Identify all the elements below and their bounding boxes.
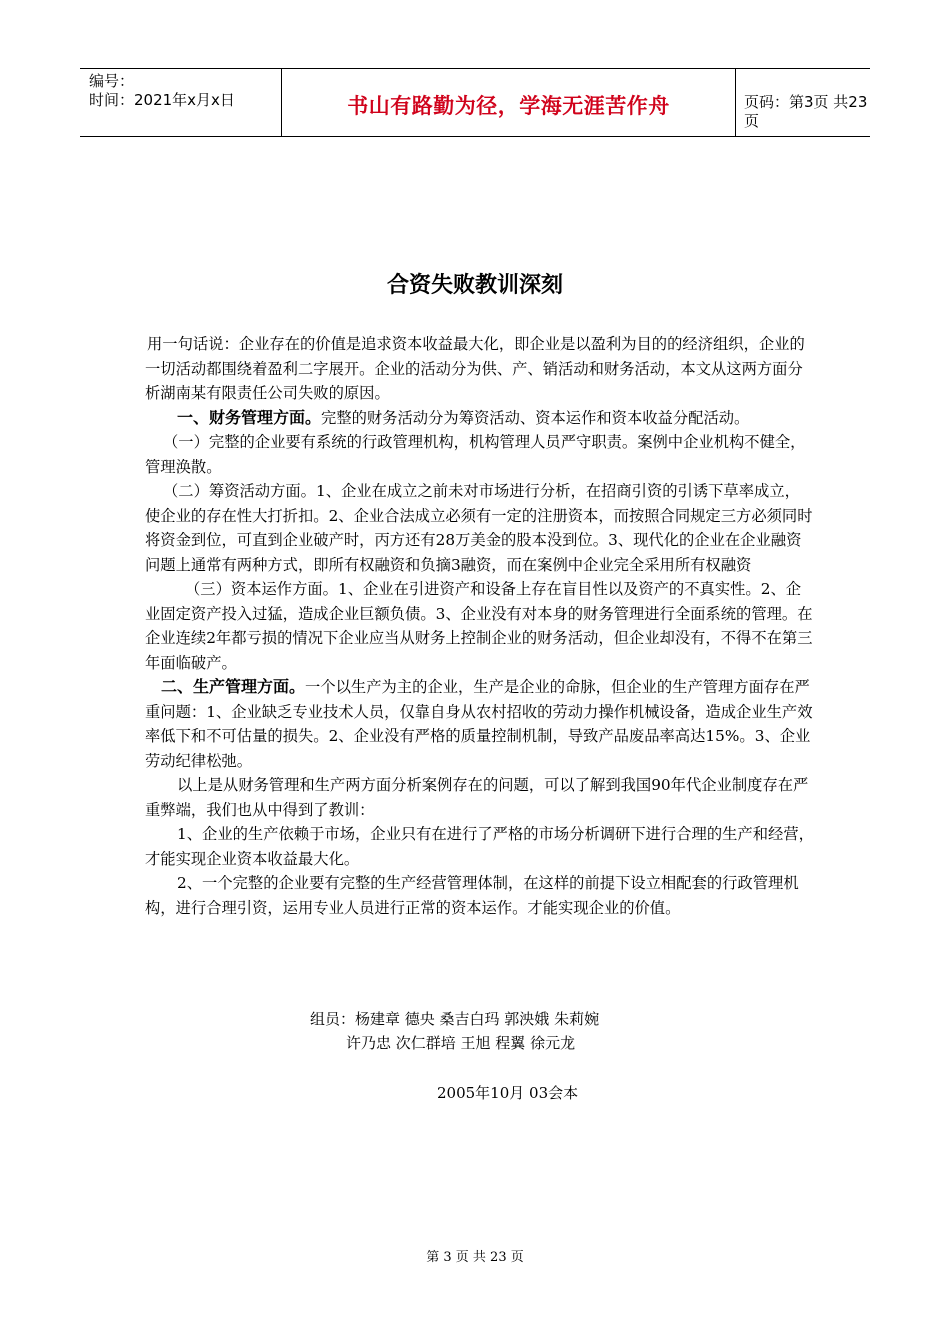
section-1-heading: 一、财务管理方面。 — [177, 407, 322, 427]
group-members — [0, 1007, 950, 1055]
section-1-item-2: （二）筹资活动方面。1、企业在成立之前未对市场进行分析，在招商引资的引诱下草率成立，使企业的存在性大打折扣。2、企业合法成立必须有一定的注册资本，而按照合同规定三方必须同时将资金到位，可直到企业破产时，丙方还有28万美金的股本没到位。3、现代化的企业在企业融资问题上通常有两种方式，即所有权融资和负摘3融资，而在案例中企业完全采用所有权融资 — [145, 482, 813, 574]
header-info-cell — [80, 69, 281, 136]
header-page-cell — [735, 69, 870, 136]
document-time-label: 时间：2021年x月x日 — [89, 91, 235, 109]
conclusion-paragraph: 以上是从财务管理和生产两方面分析案例存在的问题，可以了解到我国90年代企业制度存在严重弊端，我们也从中得到了教训： — [145, 776, 809, 819]
lesson-2: 2、一个完整的企业要有完整的生产经营管理体制，在这样的前提下设立相配套的行政管理机构，进行合理引资，运用专业人员进行正常的资本运作。才能实现企业的价值。 — [145, 874, 799, 917]
section-1-item-1: （一）完整的企业要有系统的行政管理机构，机构管理人员严守职责。案例中企业机构不健全，管理涣散。 — [145, 433, 806, 476]
header-motto-cell — [281, 69, 736, 136]
page-footer: 第 3 页 共 23 页 — [426, 1250, 524, 1265]
header-page-label: 页码：第3页 共23页 — [744, 93, 868, 130]
header-motto: 书山有路勤为径，学海无涯苦作舟 — [347, 94, 670, 118]
document-body — [145, 332, 815, 920]
document-title: 合资失败教训深刻 — [386, 273, 563, 298]
document-number-label: 编号： — [89, 72, 135, 90]
section-1-item-3: （三）资本运作方面。1、企业在引进资产和设备上存在盲目性以及资产的不真实性。2、企业固定资产投入过猛，造成企业巨额负债。3、企业没有对本身的财务管理进行全面系统的管理。在企业连续2年都亏损的情况下企业应当从财务上控制企业的财务活动，但企业却没有，不得不在第三年面临破产。 — [145, 580, 813, 672]
members-line-1: 组员：杨建章 德央 桑吉白玛 郭泱娥 朱莉婉 — [310, 1010, 600, 1028]
section-2-paragraph: 二、生产管理方面。一个以生产为主的企业，生产是企业的命脉，但企业的生产管理方面存在严重问题：1、企业缺乏专业技术人员，仅靠自身从农村招收的劳动力操作机械设备，造成企业生产效率低下和不可估量的损失。2、企业没有严格的质量控制机制，导致产品废品率高达15%。3、企业劳动纪律松弛。 — [145, 677, 813, 770]
section-2-heading: 二、生产管理方面。 — [161, 677, 306, 696]
intro-paragraph: 用一句话说：企业存在的价值是追求资本收益最大化，即企业是以盈利为目的的经济组织，企业的一切活动都围绕着盈利二字展开。企业的活动分为供、产、销活动和财务活动，本文从这两方面分析湖南某有限责任公司失败的原因。 — [145, 335, 805, 402]
header-table — [80, 68, 870, 137]
document-date: 2005年10月 03会本 — [437, 1084, 579, 1102]
lesson-1: 1、企业的生产依赖于市场，企业只有在进行了严格的市场分析调研下进行合理的生产和经营，才能实现企业资本收益最大化。 — [145, 825, 814, 868]
members-line-2: 许乃忠 次仁群培 王旭 程翼 徐元龙 — [346, 1034, 576, 1052]
section-1-paragraph: 一、财务管理方面。完整的财务活动分为筹资活动、资本运作和资本收益分配活动。 — [177, 407, 750, 427]
